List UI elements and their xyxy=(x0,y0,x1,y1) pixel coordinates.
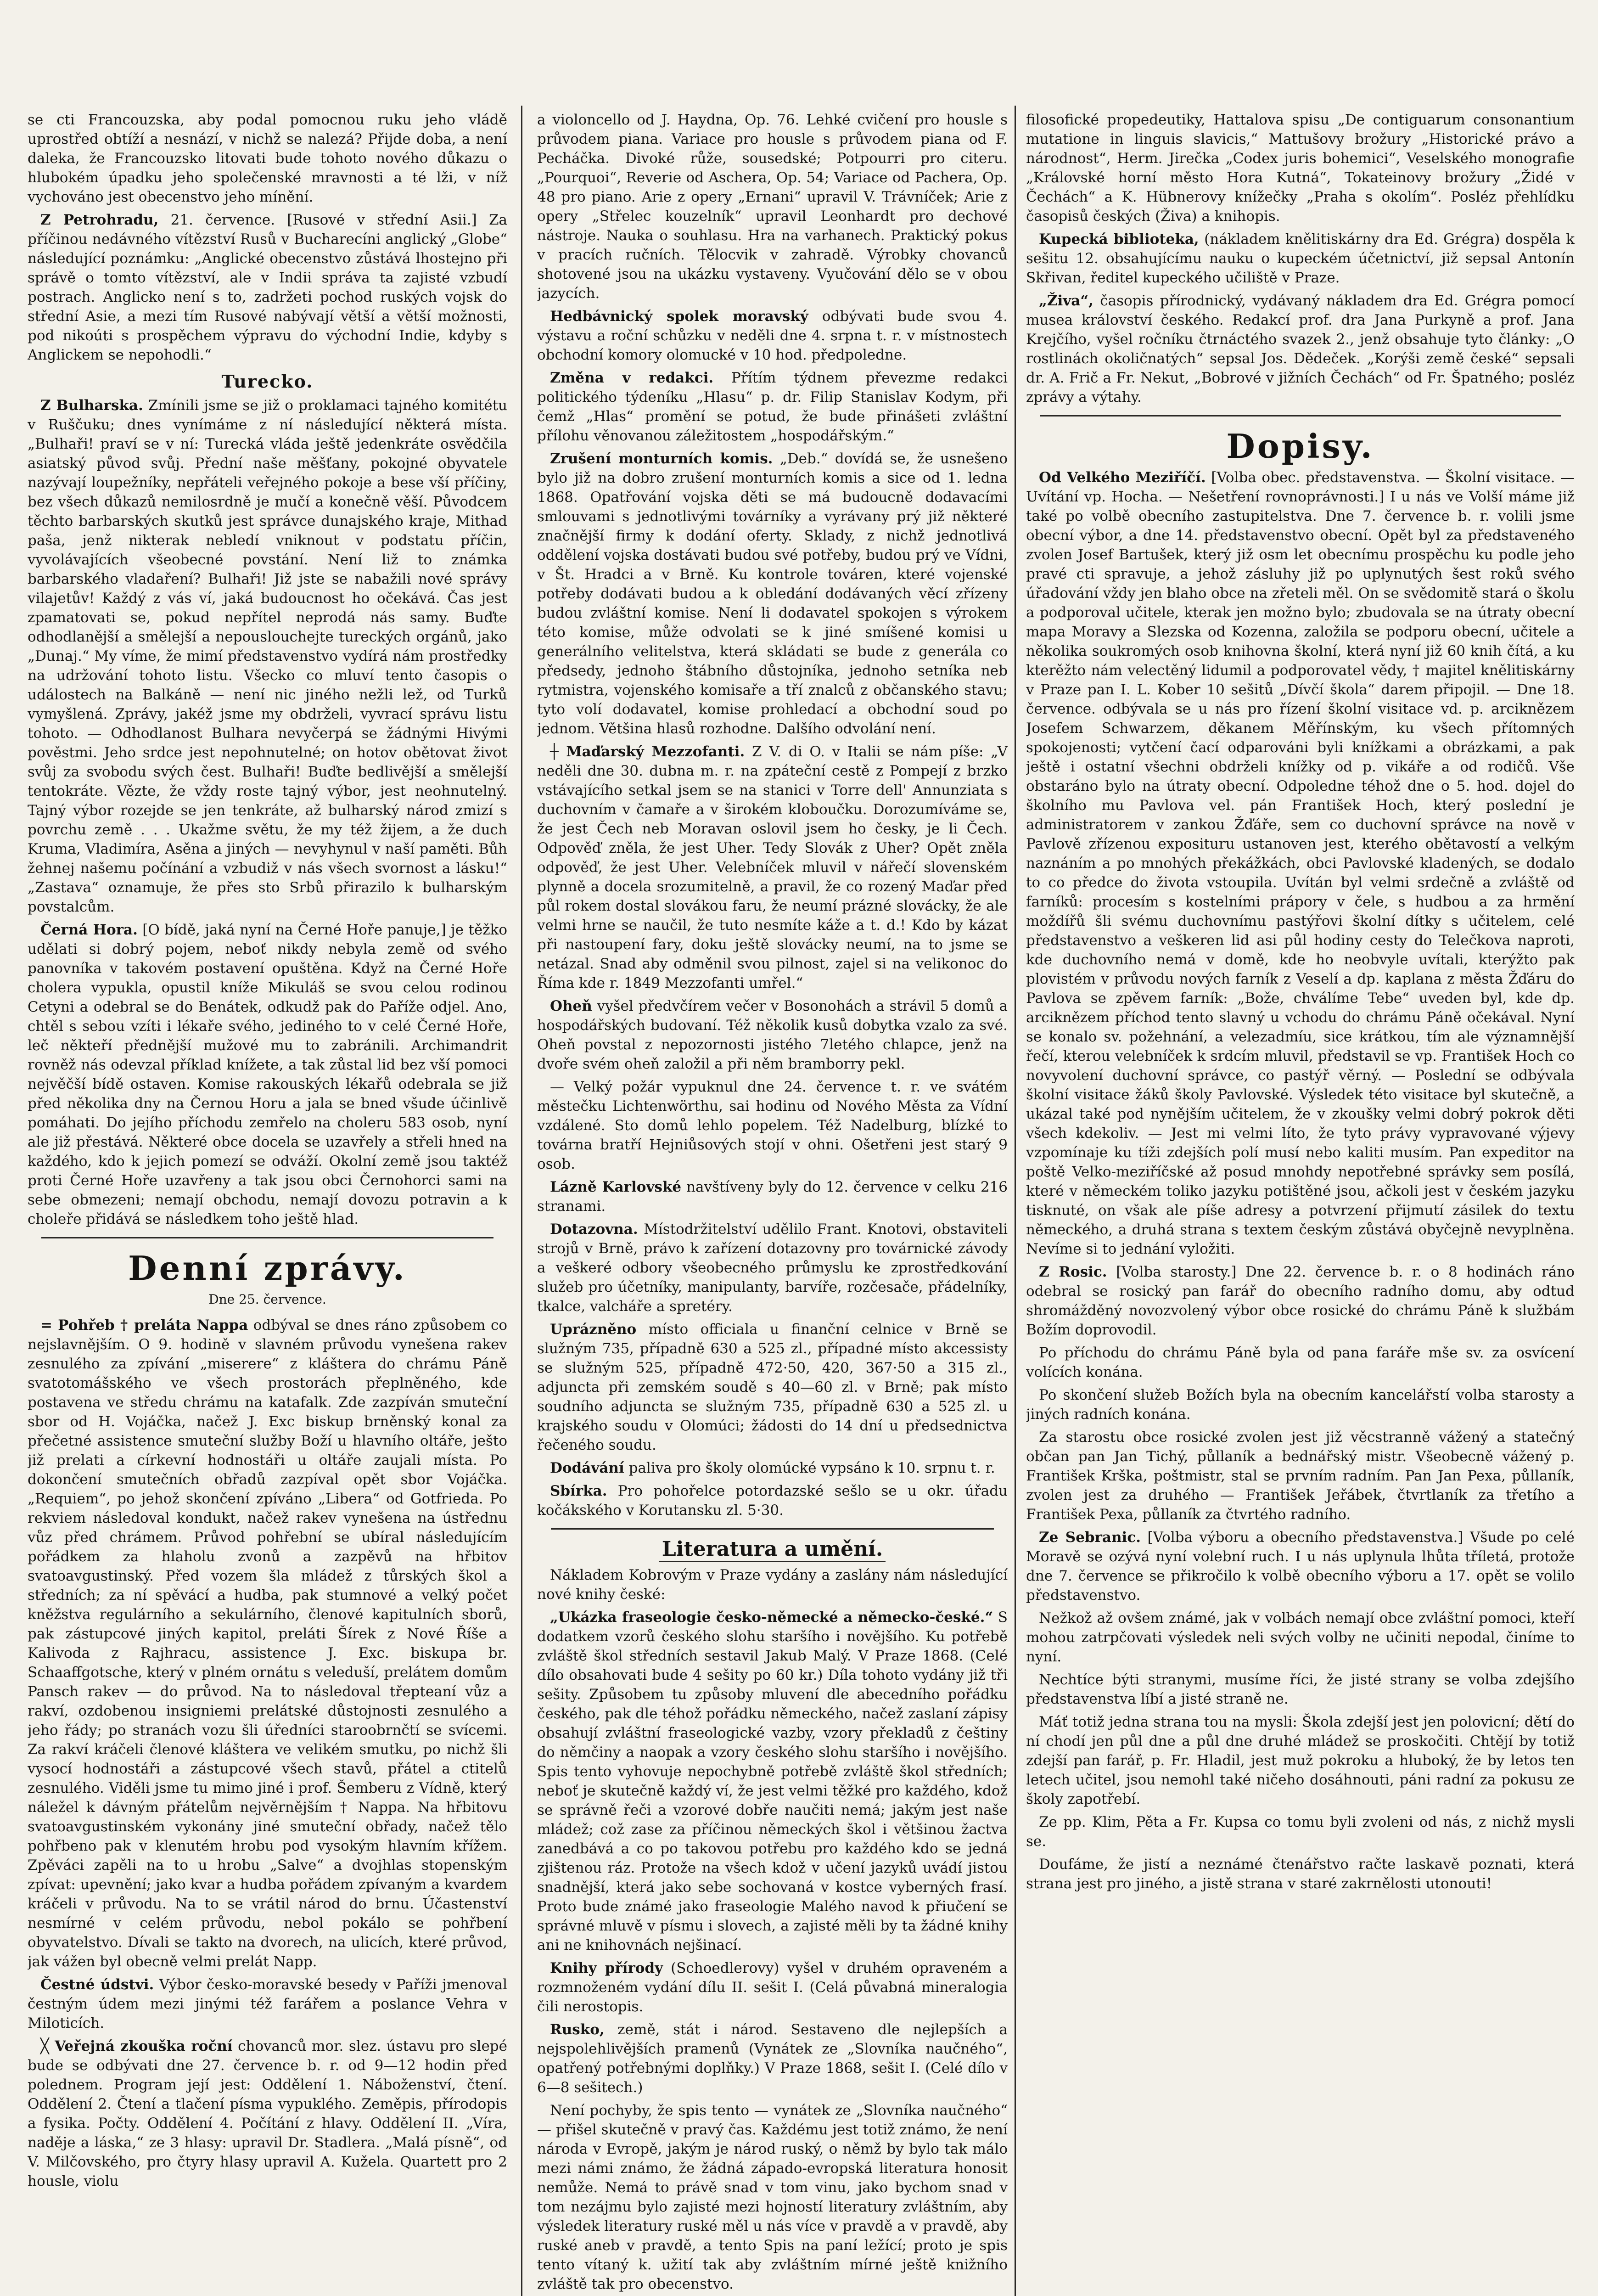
paragraph xyxy=(1026,230,1575,287)
paragraph xyxy=(537,1458,1008,1478)
paragraph: Za starostu obce rosické zvolen jest již věcstranně vážený a statečný občan pan Jan Tichý, půllaník a bednářský mistr. Všeobecně vážený p. František Krška, poštmistr, stal se prvním radním. Pan Jan Pexa, půllaník, zvolen jest za druhého — František Jeřábek, čtvrtlaník za třetího a František Pexa, půllaník za čtvrtého radního. xyxy=(1026,1429,1575,1523)
paragraph xyxy=(28,2037,507,2191)
paragraph xyxy=(28,396,507,917)
column-middle xyxy=(537,110,1008,2296)
paragraph: filosofické propedeutiky, Hattalova spisu „De contiguarum consonantium mutatione in linguis slavicis,“ Mattušovy brožury „Historické právo a národnost“, Herm. Jirečka „Codex juris bohemici“, Veselského monografie „Královské horní město Hora Kutná“, Tokateinovy brožury „Židé v Čechách“ a K. Hübnerovy knížečky „Praha s okolím“. Posléz přehlídku časopisů českých (Živa) a knihopis. xyxy=(1026,112,1575,225)
dateline: Z Petrohradu, xyxy=(40,212,159,228)
item-lead: Uprázněno xyxy=(550,1321,637,1338)
paragraph: Nákladem Kobrovým v Praze vydány a zaslány nám následující nové knihy české: xyxy=(537,1567,1008,1603)
section-heading-denni-zpravy: Denní zprávy. xyxy=(128,1249,407,1288)
dateline: Ze Sebranic. xyxy=(1039,1529,1141,1546)
paragraph-text: [Volba starosty.] Dne 22. července b. r. o 8 hodinách ráno odebral se rosický pan farář do obecního radního domu, aby odtud shromážděný novozvolený výbor obce rosické do chrámu Páně k službám Božím doprovodil. xyxy=(1026,1264,1575,1338)
paragraph xyxy=(537,742,1008,993)
paragraph-text: Výbor česko-moravské besedy v Paříži jmenoval čestným údem mezi jinými též farářem a poslance Vehra v Miloticích. xyxy=(28,1976,507,2032)
paragraph-text: [Volba obec. představenstva. — Školní visitace. — Uvítání vp. Hocha. — Nešetření rovnoprávnosti.] I u nás ve Volší máme již také po volbě obecního zastupitelstva. Dne 7. července b. r. volili jsme obecní výbor, a dne 14. představenstvo obecní. Opět byl za představeného zvolen Josef Bartušek, který již osm let obecnímu prospěchu ku podle jeho pravé cti spravuje, a jehož zásluhy již po uplynutých šest roků svého úřadování vždy jen blaho obce na zřeteli měl. On se svědomitě stará o školu a podporoval učitele, kterak jen možno bylo; zbudovala se na útraty obecní mapa Moravy a Slezska od Kozenna, založila se podporu obecní, učitele a několika soukromých osob knihovna školní, která nyní již 60 knih čítá, a ku kterěžto nám velectěný lidumil a podporovatel vědy, † majitel knělitiskárny v Praze pan I. L. Kober 10 sešitů „Dívčí škola“ darem připojil. — Dne 18. července. odbývala se u nás pro řízení školní visitace vd. p. arciknězem Josefem Schwarzem, děkanem Měřínským, ku všech přítomných spokojenosti; vytčení čací odparováni byli knížkami a obrázkami, a pak ještě i ostatní všechni obdrželi knížky od p. vikáře a od rodičů. Vše obstaráno bylo na útraty obecní. Odpoledne téhož dne o 5. hod. dojel do školního mu Pavlova vel. pán František Hoch, který poslední je administratorem v zankou Žďáře, sem co duchovní správce na nově v Pavlově zřízenou exposituru ustanoven jest, kterého obětavostí a velkým naznáním a po mnohých překážkách, obci Pavlovské kladených, se dodalo to co předce do života vstoupila. Uvítán byl velmi srdečně a zvláště od farníků: procesím s kostelními prápory v čele, s hudbou a za hrmění moždířů šli svému duchovnímu pastýřovi školní dítky s učitelem, celé představenstvo a veškeren lid asi půl hodiny cesty do Telečkova naproti, kde duchovního nemá v domě, kde ho neobvyle uvítali, kterýžto pak plovistém v průvodu nových farník z Veselí a dp. kaplana z města Žďáru do Pavlova se zpěvem farník: „Bože, chválíme Tebe“ uveden byl, kde dp. arciknězem příchod tento slavný u vchodu do chrámu Páně očekával. Nyní se konalo sv. požehnání, a velezadmíu, sice krátkou, tím ale významnější řečí, kterou velebníček k srdcím mluvil, představil se vp. František Hoch co novyvolení duchovní správce, co pastýř věrný. — Poslední se odbývala školní visitace žáků školy Pavlovské. Výsledek této visitace byl skutečně, a ukázal také pod nynějším učitelem, že v zkoušky velmi dobrý pokrok děti všech kdekoliv. — Jest mi velmi líto, že tyto právy vypravované výjevy vzpomínaje ku tíži zdejších polí musí nebo kaliti musím. Pan expeditor na poště Velko-meziříčské až posud mnohdy nepotřebné správky sem posílá, které v německém toliko jazyku potištěné jsou, ačkoli jest v českém jazyku tisknuté, on však ale píše adresy a potvrzení přijmutí zásilek do textu německého, a druhá strana s textem českým zůstává obyčejně nevyplněna. Nevíme si to jednání vyložiti. xyxy=(1026,469,1575,1257)
paragraph xyxy=(537,368,1008,445)
divider xyxy=(41,1237,493,1238)
paragraph xyxy=(1026,1262,1575,1339)
paragraph xyxy=(537,996,1008,1074)
item-lead: „Ukázka fraseologie česko-německé a německo-české.“ xyxy=(550,1609,993,1626)
paragraph xyxy=(1026,468,1575,1259)
paragraph: a violoncello od J. Haydna, Op. 76. Lehké cvičení pro housle s průvodem piana. Variace pro housle s průvodem piana od F. Pecháčka. Divoké růže, sousedské; Potpourri pro citeru. „Pourquoi“, Reverie od Aschera, Op. 54; Variace od Pachera, Op. 48 pro piano. Arie z opery „Ernani“ upravil V. Trávníček; Arie z opery „Střelec kouzelník“ upravil Leonhardt pro dechové nástroje. Nauka o souhlasu. Hra na varhanech. Praktický pokus v pracích ručních. Tělocvik v zahradě. Výrobky chovanců shotovené jsou na ukázku vystaveny. Vyučování dělo se v obou jazycích. xyxy=(537,112,1008,302)
item-lead: Oheň xyxy=(550,998,592,1014)
divider xyxy=(551,1528,994,1530)
paragraph-text: Zmínili jsme se již o proklamaci tajného komitétu v Ruščuku; dnes vynímáme z ní následující některá místa. „Bulhaři! praví se v ní: Turecká vláda ještě jedenkráte osvědčila asiatský původ svůj. Přední naše měšťany, pokojné obyvatele nazývají loupežníky, nepřáteli veřejného pokoje a bese vší příčiny, bez všech důkazů nemilosrdně je mučí a konečně věší. Původcem těchto barbarských skutků jest správce dunajského kraje, Mithad paša, jenž nikterak nebledí vniknout v podstatu příčin, vyvolávajících všeobecné povstání. Není liž to známka barbarského vladaření? Bulhaři! Již jste se nabažili nové správy vilajetův! Každý z vás ví, jaká budoucnost ho očekává. Čas jest zpamatovati se, pokud nepřítel neprodá nás samy. Buďte odhodlanější a smělejší a nepouslouchejte tureckých orgánů, jako „Dunaj.“ My víme, že mimí představenstvo vydírá nám prostředky na udržování tohoto listu. Všecko co mluví tento časopis o událostech na Balkáně — není nic jiného nežli lež, od Turků vymyšlená. Zprávy, jakéž jsme my obdrželi, vyvrací správu listu tohoto. — Odhodlanost Bulhara nevyčerpá se žádnými Hivými pověstmi. Jeho srdce jest nepohnutelné; on hotov obětovat život svůj za svobodu svých čest. Bulhaři! Buďte bedlivější a smělejší tentokráte. Vězte, že vždy roste tajný výbor, jest neohnutelný. Tajný výbor rozejde se jen tenkráte, až bulharský národ zmizí s povrchu země . . . Ukažme světu, že my též žijem, a že duch Kruma, Vladimíra, Asěna a jiných — nevyhynul v naší paměti. Bůh žehnej našemu počínání a vzbudiž v nás všech svornost a lásku!“ „Zastava“ oznamuje, že přes sto Srbů přirazilo k bulharským povstalcům. xyxy=(28,397,507,915)
item-lead: Hedbávnický spolek moravský xyxy=(550,308,808,325)
paragraph: Po příchodu do chrámu Páně byla od pana faráře mše sv. za osvícení volících konána. xyxy=(1026,1345,1575,1380)
paragraph-text: „Deb.“ dovídá se, že usnešeno bylo již na dobro zrušení monturních komis a sice od 1. ledna 1868. Opatřování vojska děti se má budoucně dodavacími smlouvami s jednotlivými továrníky a vyrávany prý již některé značnější firmy k dodání oferty. Sklady, z nichž jednotlivá oddělení vojska dostávati budou své potřeby, budou prý ve Vídni, v Št. Hradci a v Brně. Ku kontrole továren, které vojenské potřeby dodávati budou a k obledání dodávaných věcí zřízeny budou zvláštní komise. Není li dodavatel spokojen s výrokem této komise, může odvolati se k jiné smíšené komisi u generálního velitelstva, která skládati se bude z generála co předsedy, jednoho štábního důstojníka, jednoho setníka neb rytmistra, vojenského komisaře a tří znalců z občanského stavu; tyto volí dodavatel, komise prohledací a obchodní soud po jednom. Většina hlasů rozhodne. Dalšího odvolání není. xyxy=(537,450,1008,737)
paragraph xyxy=(537,449,1008,738)
section-heading-literatura xyxy=(537,1537,1008,1561)
paragraph-text: místo officiala u finanční celnice v Brně se služným 735, případně 630 a 525 zl., případné místo akcessisty se služným 525, případně 472·50, 420, 367·50 a 315 zl., adjuncta při zemském soudě s 40—60 zl. v Brně; pak místo soudního adjuncta se služným 735, případně 630 a 525 zl. u krajského soudu v Olomúci; žádosti do 14 dní u předsednictva řečeného soudu. xyxy=(537,1321,1008,1453)
paragraph xyxy=(537,1958,1008,2016)
paragraph-text: odbývati bude svou 4. výstavu a roční schůzku v neděli dne 4. srpna t. r. v místnostech obchodní komory olomucké v 10 hod. předpoledne. xyxy=(537,308,1008,363)
paragraph xyxy=(537,2020,1008,2097)
paragraph: Doufáme, že jistí a neznámé čtenářstvo račte laskavě poznati, která strana jest pro jiného, a jistě strana v staré zakrnělosti utonouti! xyxy=(1026,1856,1575,1892)
paragraph xyxy=(28,1316,507,1971)
paragraph xyxy=(28,210,507,365)
paragraph-text: (nákladem knělitiskárny dra Ed. Grégra) dospěla k sešitu 12. obsahujícímu nauku o kupeckém účetnictví, již sepsal Antonín Skřivan, ředitel kupeckého učiliště v Praze. xyxy=(1026,231,1575,286)
section-heading-text: Literatura a umění. xyxy=(659,1537,886,1562)
paragraph: Ze pp. Klim, Pěta a Fr. Kupsa co tomu byli zvoleni od nás, z nichž mysli se. xyxy=(1026,1814,1575,1850)
paragraph-text: Z V. di O. v Italii se nám píše: „V neděli dne 30. dubna m. r. na zpáteční cestě z Pompejí z brzko vstávajícího setkal jsem se na stanici v Torre dell' Annunziata s duchovním v čamaře a v širokém kloboučku. Dorozumíváme se, že jest Čech neb Moravan oslovil jsem ho česky, je li Čech. Odpověď zněla, že jest Uher. Tedy Slovák z Uher? Opět zněla odpověď, že jest Uher. Velebníček mluvil v nářečí slovenském plynně a docela srozumitelně, a pravil, že co rozený Maďar před půl rokem dostal slovákou faru, že neumí prázné slovácky, že ale velmi hrne se naučil, že tuto nesmíte káže a t. d.! Kdo by kázat při nastoupení fary, doku ještě slovácky neumí, na to jsme se netázal. Snad aby odměnil svou pilnost, zajel si na velikonoc do Říma kde r. 1849 Mezzofanti umřel.“ xyxy=(537,743,1008,991)
item-lead: Lázně Karlovské xyxy=(550,1179,682,1195)
dateline: Z Rosic. xyxy=(1039,1264,1107,1280)
item-lead: Čestné údstvi. xyxy=(40,1976,154,1993)
column-left xyxy=(28,110,507,2296)
column-rule xyxy=(521,106,522,2296)
item-lead: Dodávání xyxy=(550,1460,624,1476)
paragraph-text: [Volba výboru a obecního představenstva.] Všude po celé Moravě se ozývá nyní volební ruch. I u nás uplynula lhůta tříletá, protože dne 7. července se přikročilo k volbě obecního výboru a 17. opět se volilo představenstvo. xyxy=(1026,1529,1575,1604)
paragraph xyxy=(537,1481,1008,1520)
paragraph: Nechtíce býti stranymi, musíme říci, že jisté strany se volba zdejšího představenstva líbí a jisté straně ne. xyxy=(1026,1671,1575,1707)
item-lead: Kupecká biblioteka, xyxy=(1039,231,1199,248)
item-lead: ╳ Veřejná zkouška roční xyxy=(40,2038,233,2054)
paragraph-text: Přítím týdnem převezme redakci politického týdeníku „Hlasu“ p. dr. Filip Stanislav Kodym, při čemž „Hlas“ promění se potud, že bude přinášeti zvláštní přílohu věnovanou záležitostem „hospodářským.“ xyxy=(537,370,1008,444)
paragraph-text: 21. července. [Rusové v střední Asii.] Za příčinou nedávného vítězství Rusů v Bucharecíni anglický „Globe“ následující poznámku: „Anglické obecenstvo zůstává lhostejno při správě o tomto vítězství, ale v Indii správa ta zajisté vzbudí postrach. Anglicko není s to, zadržeti pochod ruských vojsk do střední Asie, a mezi tím Rusové nabývají větší a větší možnosti, pod nikoúti s prospěchem výpravu do východní Indie, kdyby s Anglickem se nepohodli.“ xyxy=(28,212,507,363)
paragraph: Není pochyby, že spis tento — vynátek ze „Slovníka naučného“ — přišel skutečně v pravý čas. Každému jest totiž známo, že není národa v Evropě, jakým je národ ruský, o němž by bylo tak málo mezi námi známo, že žádná západo-evropská literatura honosit nemůže. Nemá to právě snad v tom vinu, jako bychom snad v tom nezájmu bylo zajisté mezi hojností literatury zvláštním, aby výsledek literatury ruské měl u nás více v pravdě a v pravdě, aby ruské aneb v pravdě, a tento Spis na paní ležící; proto je spis tento vítaný k. užití tak aby zvláštním mírné ještě knižního zvláště tak pro obecenstvo. xyxy=(537,2102,1008,2292)
paragraph: Máť totiž jedna strana tou na mysli: Škola zdejší jest jen polovicní; dětí do ní chodí jen půl dne a půl dne druhé mládež se proskočiti. Chtějí by totiž zdejší pan farář, p. Fr. Hladil, jest muž pokroku a hluboký, že by letos ten letech učitel, jsou nemohl také ničeho dosáhnouti, páni radní za pokusu ze školy zapotřebí. xyxy=(1026,1714,1575,1807)
item-lead: = Pohřeb † preláta Nappa xyxy=(40,1317,248,1334)
item-lead: Dotazovna. xyxy=(550,1221,638,1238)
item-lead: Sbírka. xyxy=(550,1483,607,1499)
paragraph-text: časopis přírodnický, vydávaný nákladem dra Ed. Grégra pomocí musea království českého. Redakcí prof. dra Jana Purkyně a prof. Jana Krejčího, vyšel ročníku čtrnáctého svazek 2., jenž obsahuje tyto články: „O rostlinách okoličnatých“ sepsal Jos. Dědeček. „Korýši země české“ sepsali dr. A. Frič a Fr. Nekut, „Bobrové v jižních Čechách“ od Fr. Špatného; posléz zprávy a výtahy. xyxy=(1026,293,1575,405)
paragraph-text: navštíveny byly do 12. července v celku 216 stranami. xyxy=(537,1179,1008,1215)
section-heading-dopisy: Dopisy. xyxy=(1226,427,1374,466)
paragraph-text: Pro pohořelce potordazské sešlo se u okr. úřadu kočákského v Korutansku zl. 5·30. xyxy=(537,1483,1008,1519)
section-heading-turecko: Turecko. xyxy=(221,371,314,392)
item-lead: Knihy přírody xyxy=(550,1960,663,1976)
dateline: Z Bulharska. xyxy=(40,397,143,414)
dateline: Od Velkého Meziříčí. xyxy=(1039,469,1206,486)
paragraph xyxy=(537,1177,1008,1216)
paragraph xyxy=(1026,291,1575,407)
paragraph xyxy=(28,1975,507,2033)
paragraph xyxy=(537,1608,1008,1955)
item-lead: Rusko, xyxy=(550,2021,605,2038)
dateline: Černá Hora. xyxy=(40,922,138,938)
paragraph-text: vyšel předvčírem večer v Bosonohách a strávil 5 domů a hospodářských budovaní. Též několik kusů dobytka vzalo za své. Oheň povstal z nepozornosti jistého 7letého chlapce, jenž na dvoře svém oheň založil a při něm bramborry pekl. xyxy=(537,998,1008,1072)
paragraph: — Velký požár vypuknul dne 24. července t. r. ve svátém městečku Lichtenwörthu, sai hodinu od Nového Města za Vídní vzdálené. Sto domů lehlo popelem. Též Nadelburg, blízké to továrna bratří Hejniůsových stojí v ohni. Ošetřeni jest starý 9 osob. xyxy=(537,1079,1008,1172)
column-right xyxy=(1026,110,1575,2296)
paragraph-text: paliva pro školy olomúcké vypsáno k 10. srpnu t. r. xyxy=(628,1460,995,1476)
item-lead: „Živa“, xyxy=(1039,293,1093,309)
paragraph xyxy=(537,307,1008,365)
paragraph-text: odbýval se dnes ráno způsobem co nejslavnějším. O 9. hodině v slavném průvodu vynešena rakev zesnulého za zpívání „miserere“ z kláštera do chrámu Páně svatotomášského ve všech prostorách přeplněného, kde postavena ve středu chrámu na katafalk. Zde zazpíván smuteční sbor od H. Vojáčka, načež J. Exc biskup brněnský konal za přečetné assistence smuteční služby Boží u hlavního oltáře, ješto již prelati a církevní hodnostáři u oltáře zaujali místa. Po dokončení smutečních obřadů zazpíval opět sbor Vojáčka. „Requiem“, po jehož skončení zpíváno „Libera“ od Gotfrieda. Po rekviem následoval kondukt, načež rakev vynešena na ústřednu vůz před chrámem. Průvod pohřební se ubíral následujícím pořádkem za hlaholu zvonů a zazpěvů na hřbitov svatoavgustinský. Před vozem šla mládež z tůrských škol a středních; za ní spěvácí a hudba, pak stumnové a velký počet kněžstva regulárního a sekulárního, členové kapitulních sborů, pak zástupcové jiných kapitol, preláti Šírek z Nové Říše a Kalivoda z Rajhracu, assistence J. Exc. biskupa br. Schaaffgotsche, který v plném ornátu s veleduší, prelátem domům Pansch rakev — do průvod. Na to následoval třepteaní vůz a rakví, ozdobenou insigniemi prelátské důstojnosti zesnulého a jeho řády; po stranách vozu šli úředníci staroobrnčtí se svícemi. Za rakví kráčeli členové kláštera ve velikém smutku, po nichž šli vysocí hodnostáři a zástupcové všech stavů, přátel a ctitelů zesnulého. Viděli jsme tu mimo jiné i prof. Šemberu z Vídně, který náležel k dávným přátelům nejvěrnějším † Nappa. Na hřbitovu svatoavgustinském vykonány jiné smuteční obřady, načež tělo pohřbeno pak v klenutém hrobu pod vysokým hlavním křížem. Zpěváci zapěli na to u hrobu „Salve“ a dvojhlas stopenským zpívat: upevnění; jako kvar a hudba pořádem zpívaným a kvardem kráčeli v průvodu. Na to se vrátil národ do brnu. Účastenství nesmírné v celém průvodu, nebol pokálo se pohřbení obyvatelstvo. Dívali se takto na dvorech, na ulicích, které průvod, jak vážen byl obecně velmi prelát Napp. xyxy=(28,1317,507,1970)
paragraph-text: [O bídě, jaká nyní na Černé Hoře panuje,] je těžko udělati si dobrý pojem, neboť nikdy nebyla země od svého panovníka v takovém postavení opuštěna. Když na Černé Hoře cholera vypukla, opustil kníže Mikuláš se svou celou rodinou Cetyni a odebral se do Benátek, odkudž pak do Paříže odjel. Ano, chtěl s sebou vzíti i lékaře svého, jediného to v celé Černé Hoře, leč někteří přednější mužové mu to zabránili. Archimandrit rovněž nás odevzal příklad knížete, a tak zůstal lid bez vší pomoci nejvěčší bídě ostaven. Komise rakouských lékařů odebrala se již před několika dny na Černou Horu a jala se bned všude účinlivě pomáhati. Do jejího příchodu zemřelo na choleru 583 osob, nyní ale již přestává. Některé obce docela se uzavřely a střeli hned na každého, kdo k jejich pomezí se odváží. Okolní země jsou taktéž proti Černé Hoře uzavřeny a tak jsou obci Černohorci sami na sebe obmezeni; nemají obchodu, nemají dovozu potravin a k choleře přidává se následkem toho ještě hlad. xyxy=(28,922,507,1227)
divider xyxy=(1040,415,1561,416)
paragraph xyxy=(537,1320,1008,1455)
paragraph: Nežkož až ovšem známé, jak v volbách nemají obce zvláštní pomoci, kteří mohou zatrpčovati výsledek neli svých volby ne učiniti nepodal, činíme to nyní. xyxy=(1026,1610,1575,1665)
item-lead: Zrušení monturních komis. xyxy=(550,450,773,467)
paragraph: Po skončení služeb Božích byla na obecním kancelářstí volba starosty a jiných radních konána. xyxy=(1026,1387,1575,1423)
issue-date: Dne 25. července. xyxy=(208,1292,326,1307)
paragraph-text: Místodržitelství udělilo Frant. Knotovi, obstaviteli strojů v Brně, právo k zařízení dotazovny pro továrnické závody a veškeré odbory všeobecného průmyslu ke zprostředkování služeb pro účetníky, manipulanty, barvíře, rozčesače, přádelníky, tkalce, valcháře a spretéry. xyxy=(537,1221,1008,1315)
paragraph-text: S dodatkem vzorů českého slohu staršího i novějšího. Ku potřebě zvláště škol středních sestavil Jakub Malý. V Praze 1868. (Celé dílo obsahovati bude 4 sešity po 60 kr.) Díla tohoto vydány již tři sešity. Způsobem tu způsoby mluvení dle abecedního pořádku českého, pak dle téhož pořádku německého, načež zaslaní zápisy obsahují zvláštní fraseologické vazby, vzory překladů z češtiny do němčiny a naopak a vzory českého slohu staršího i novějšího. Spis tento vyhovuje nepochybně potřebě zvláště škol středních; neboť je skutečně každý ví, že jest velmi těžké pro každého, kdož se správně řeči a vzorové dobře naučiti nemá; jakým jest naše mládež; což zase za příčinou německých škol i většinou žactva zanedbává a co po takovou potřebu pro každého kdo se jedná zjištenou ráz. Protože na všech kdož v učení jazyků uvádí jistou snadnější, která jako sebe sochovaná v kostce vyberných frasí. Proto bude známé jako fraseologie Malého navod k přiučení se správné mluvě v písmu i slovech, a zajisté měli by ta žádné knihy ani ne knihovnách nejšinací. xyxy=(537,1609,1008,1953)
item-lead: ┼ Maďarský Mezzofanti. xyxy=(550,743,745,760)
paragraph-text: chovanců mor. slez. ústavu pro slepé bude se odbývati dne 27. července b. r. od 9—12 hodin před polednem. Program její jest: Oddělení 1. Náboženství, čtení. Oddělení 2. Čtení a tlačení písma vypuklého. Zeměpis, přírodopis a fysika. Počty. Oddělení 4. Počítání z hlavy. Oddělení II. „Víra, naděje a láska,“ ze 3 hlasy: upravil Dr. Stadlera. „Malá písně“, od V. Milčovského, pro čtyry hlasy upravil A. Kužela. Quartett pro 2 housle, violu xyxy=(28,2038,507,2189)
column-rule xyxy=(1015,106,1016,2296)
paragraph xyxy=(537,1220,1008,1316)
paragraph-text: země, stát i národ. Sestaveno dle nejlepších a nejspolehlivějších pramenů (Vynátek ze „Slovníka naučného“, opatřený potřebnými doplňky.) V Praze 1868, sešit I. (Celé dílo v 6—8 sešitech.) xyxy=(537,2021,1008,2096)
item-lead: Změna v redakci. xyxy=(550,370,714,386)
paragraph-text: (Schoedlerovy) vyšel v druhém opraveném a rozmnoženém vydání dílu II. sešit I. (Celá půvabná mineralogia čili nerostopis. xyxy=(537,1960,1008,2015)
paragraph xyxy=(28,920,507,1229)
paragraph: se cti Francouzska, aby podal pomocnou ruku jeho vládě uprostřed obtíží a nesnází, v nichž se nalezá? Přijde doba, a není daleka, že Francouzsko litovati bude tohoto nového důkazu o hlubokém úpadku jeho společenské mravnosti a té lži, v níž vychováno jest obecenstvo jeho mínění. xyxy=(28,112,507,205)
paragraph xyxy=(1026,1528,1575,1605)
